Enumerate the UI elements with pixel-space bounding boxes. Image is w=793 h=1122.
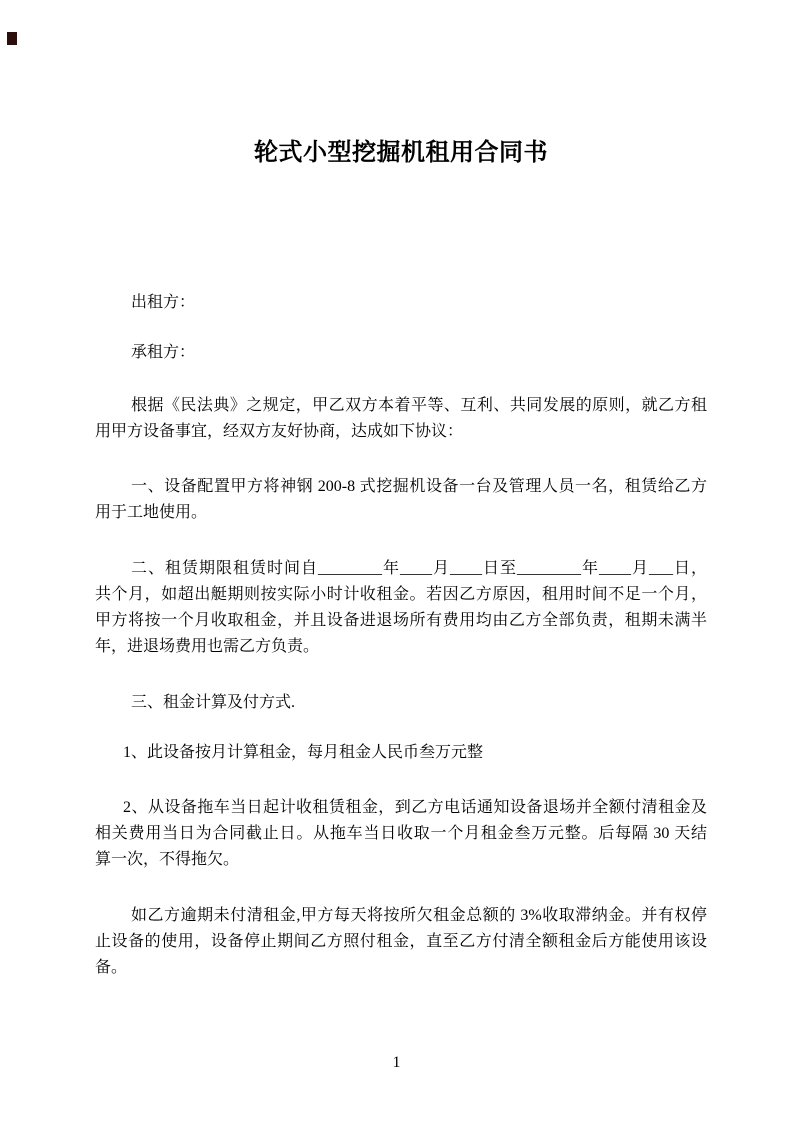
contract-line: 出租方：: [131, 294, 196, 311]
contract-line: 2、从设备拖车当日起计收租赁租金，到乙方电话通知设备退场并全额付清租金及: [123, 799, 707, 816]
contract-line: 甲方将按一个月收取租金，并且设备进退场所有费用均由乙方全部负责，租期未满半: [95, 612, 707, 629]
contract-line: 二、租赁期限租赁时间自________年____月____日至________年____月___日，: [131, 560, 707, 577]
contract-line: 止设备的使用，设备停止期间乙方照付租金，直至乙方付清全额租金后方能使用该设: [95, 933, 707, 950]
contract-line: 三、租金计算及付方式.: [131, 694, 296, 711]
paragraph-clause-3-3: [95, 903, 707, 981]
paragraph-lessee: [95, 340, 707, 366]
paragraph-clause-3-heading: [95, 690, 707, 716]
contract-line: 共个月，如超出艇期则按实际小时计收租金。若因乙方原因，租用时间不足一个月，: [95, 586, 707, 603]
paragraph-clause-1: [95, 474, 707, 526]
contract-line: 用于工地使用。: [95, 504, 208, 521]
contract-line: 如乙方逾期未付清租金,甲方每天将按所欠租金总额的 3%收取滞纳金。并有权停: [131, 907, 707, 924]
paragraph-preamble: [95, 393, 707, 445]
paragraph-lessor: [95, 290, 707, 316]
paragraph-clause-2: [95, 556, 707, 660]
contract-line: 备。: [95, 959, 128, 976]
contract-line: 1、此设备按月计算租金，每月租金人民币叁万元整: [123, 744, 484, 761]
contract-line: 年，进退场费用也需乙方负责。: [95, 638, 320, 655]
contract-line: 相关费用当日为合同截止日。从拖车当日收取一个月租金叁万元整。后每隔 30 天结: [95, 825, 707, 842]
paragraph-clause-3-1: [95, 740, 707, 766]
corner-mark: [7, 32, 17, 45]
contract-line: 用甲方设备事宜，经双方友好协商，达成如下协议：: [95, 423, 464, 440]
contract-line: 算一次，不得拖欠。: [95, 851, 240, 868]
contract-line: 根据《民法典》之规定，甲乙双方本着平等、互利、共同发展的原则，就乙方租: [131, 397, 707, 414]
document-title: 轮式小型挖掘机租用合同书: [254, 139, 548, 166]
page-number: 1: [392, 1054, 401, 1071]
contract-line: 承租方：: [131, 344, 196, 361]
contract-line: 一、设备配置甲方将神钢 200-8 式挖掘机设备一台及管理人员一名，租赁给乙方: [131, 478, 707, 495]
paragraph-clause-3-2: [95, 795, 707, 873]
